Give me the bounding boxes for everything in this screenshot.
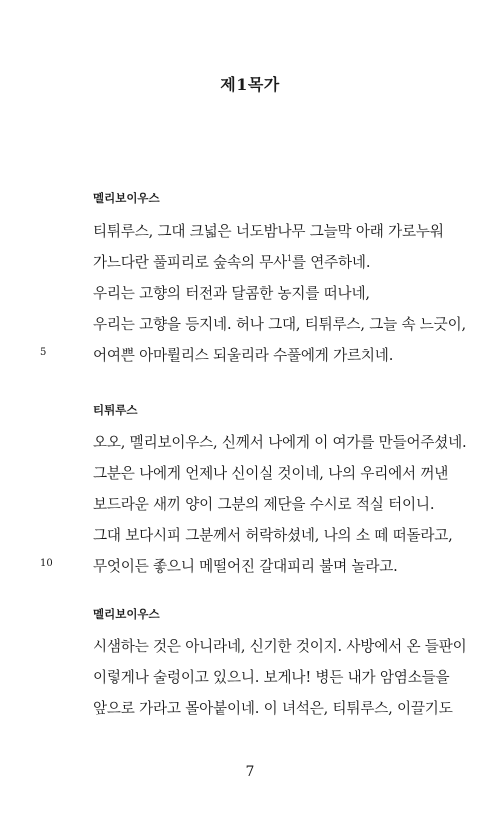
verse-line: 우리는 고향의 터전과 달콤한 농지를 떠나네,: [93, 285, 370, 302]
verse-line: 보드라운 새끼 양이 그분의 제단을 수시로 적실 터이니.: [93, 496, 435, 513]
verse-line: 이렇게나 술렁이고 있으니. 보게나! 병든 내가 암염소들을: [93, 669, 450, 686]
verse-line: 오오, 멜리보이우스, 신께서 나에게 이 여가를 만들어주셨네.: [93, 434, 467, 451]
verse-line: 그분은 나에게 언제나 신이실 것이네, 나의 우리에서 꺼낸: [93, 465, 449, 482]
speaker-name: 멜리보이우스: [93, 607, 160, 621]
verse-line: 시샘하는 것은 아니라네, 신기한 것이지. 사방에서 온 들판이: [93, 638, 467, 655]
verse-line: 티튀루스, 그대 크넓은 너도밤나무 그늘막 아래 가로누워: [93, 223, 444, 240]
verse-line: 앞으로 가라고 몰아붙이네. 이 녀석은, 티튀루스, 이끌기도: [93, 700, 453, 717]
speaker-name: 멜리보이우스: [93, 191, 160, 205]
line-number: 10: [40, 558, 53, 569]
chapter-title: 제1목가: [220, 75, 280, 94]
footnote-marker[interactable]: 1: [287, 254, 292, 264]
speaker-name: 티튀루스: [93, 403, 138, 417]
verse-line: 어여쁜 아마륄리스 되울리라 수풀에게 가르치네.: [93, 347, 394, 364]
verse-line-text: 가느다란 풀피리로 숲속의 무사: [93, 254, 287, 271]
verse-line: 그대 보다시피 그분께서 허락하셨네, 나의 소 떼 떠돌라고,: [93, 527, 453, 544]
page-number: 7: [245, 764, 255, 780]
verse-line: [93, 251, 370, 272]
verse-line: 우리는 고향을 등지네. 허나 그대, 티튀루스, 그늘 속 느긋이,: [93, 316, 466, 333]
verse-line: 무엇이든 좋으니 메떨어진 갈대피리 불며 놀라고.: [93, 558, 398, 575]
verse-line-tail: 를 연주하네.: [291, 254, 371, 271]
line-number: 5: [40, 347, 47, 358]
